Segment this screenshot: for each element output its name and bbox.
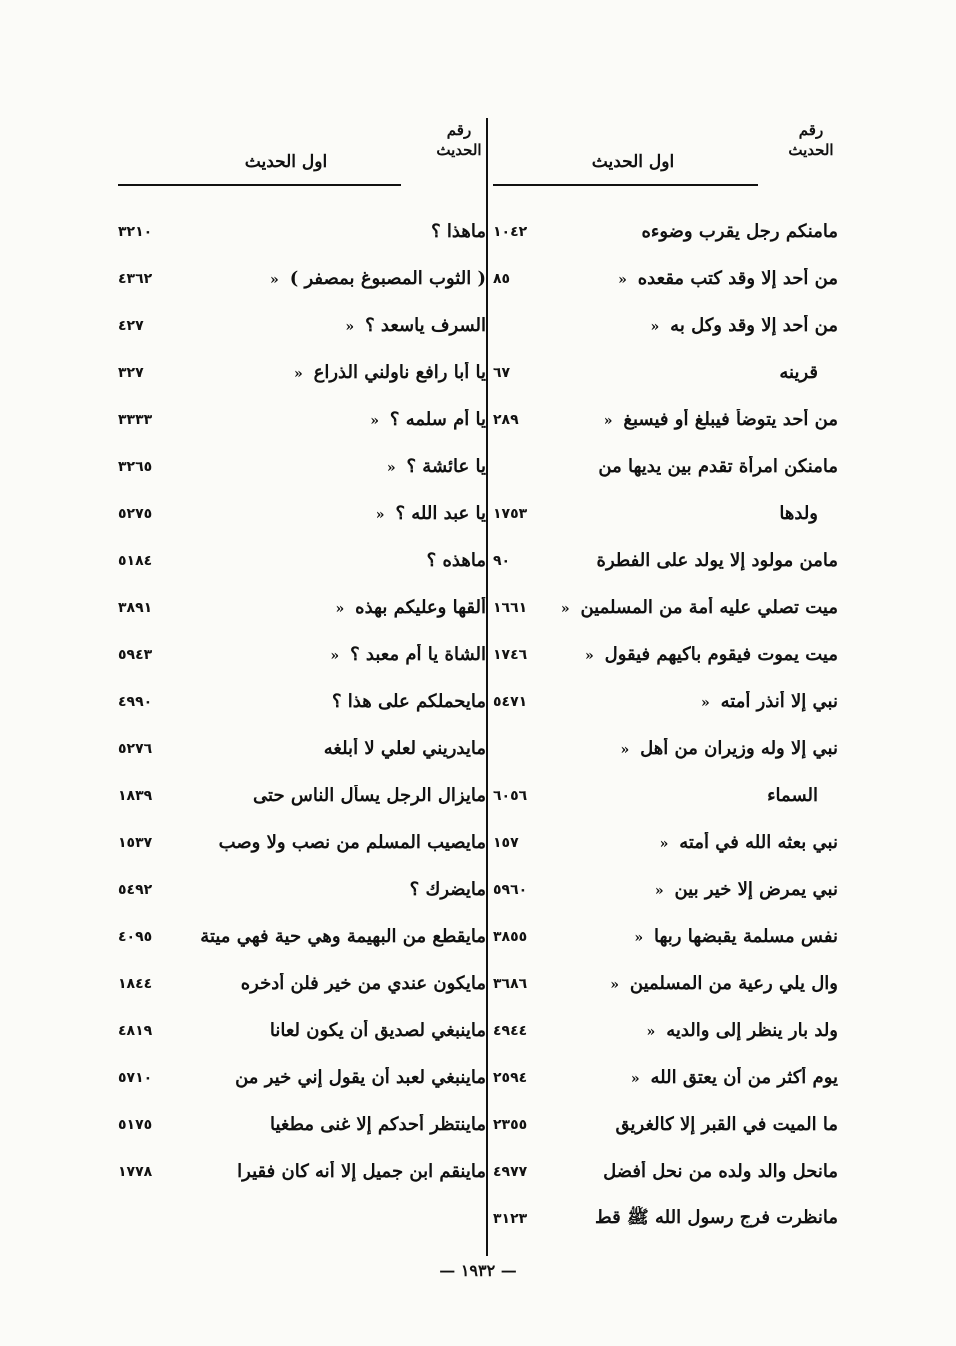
hadith-text: ماينبغي لصديق أن يكون لعانا <box>269 1020 486 1041</box>
hadith-number: ١٧٤٦ <box>493 646 528 663</box>
ditto-mark: « <box>370 413 379 429</box>
hadith-opening <box>553 1067 838 1088</box>
hadith-text: ماينتظر أحدكم إلا غنى مطغيا <box>269 1114 486 1135</box>
hadith-text: من أحد إلا وقد كتب مقعده <box>637 268 838 289</box>
index-row <box>118 1148 486 1195</box>
hadith-number: ٤٩٧٧ <box>493 1163 528 1180</box>
header-rule <box>118 184 401 186</box>
index-row <box>118 255 486 302</box>
index-row <box>118 631 486 678</box>
hadith-opening <box>553 597 838 618</box>
hadith-opening <box>178 409 486 430</box>
ditto-mark: « <box>375 507 385 523</box>
hadith-text: ميت يموت فيقوم باكيهم فيقول <box>604 644 838 665</box>
number-heading-line1: رقم <box>798 121 824 139</box>
hadith-opening <box>178 879 486 900</box>
hadith-number: ٢٨٩ <box>493 411 519 428</box>
hadith-text: ميت تصلي عليه أمة من المسلمين <box>580 597 838 618</box>
hadith-text: مانظرت فرج رسول الله ﷺ قط <box>595 1206 838 1228</box>
hadith-number: ١٧٧٨ <box>118 1163 153 1180</box>
hadith-number: ٦٠٥٦ <box>493 787 528 804</box>
hadith-opening <box>553 691 838 712</box>
hadith-opening <box>553 409 838 430</box>
hadith-text: ولدها <box>779 503 818 524</box>
hadith-opening <box>553 785 838 806</box>
hadith-opening <box>178 1161 486 1182</box>
index-row <box>493 1054 838 1101</box>
hadith-number: ٣١٢٣ <box>493 1210 528 1227</box>
hadith-number: ٥٢٧٦ <box>118 740 153 757</box>
hadith-opening <box>553 1206 838 1232</box>
hadith-number: ١٨٤٤ <box>118 975 153 992</box>
hadith-number: ١٧٥٣ <box>493 505 528 522</box>
index-row <box>493 960 838 1007</box>
hadith-text: نبي إلا أنذر أمته <box>720 691 838 712</box>
ditto-mark: « <box>345 319 355 335</box>
hadith-opening <box>553 1020 838 1041</box>
hadith-number: ٤٣٦٢ <box>118 270 153 287</box>
index-row <box>493 678 838 725</box>
ditto-mark: « <box>270 272 279 288</box>
index-row <box>118 819 486 866</box>
index-row <box>118 396 486 443</box>
left-rows <box>118 208 486 1195</box>
hadith-number: ٣٣٣٣ <box>118 411 153 428</box>
index-row <box>493 631 838 678</box>
ditto-mark: « <box>330 648 340 664</box>
hadith-opening <box>178 1020 486 1041</box>
hadith-opening <box>178 973 486 994</box>
hadith-number: ٢٥٩٤ <box>493 1069 528 1086</box>
hadith-number: ٣٢١٠ <box>118 223 153 240</box>
hadith-number: ٦٧ <box>493 364 511 381</box>
index-row <box>493 819 838 866</box>
hadith-opening <box>178 362 486 383</box>
index-row <box>118 584 486 631</box>
hadith-text: الشاة يا أم معبد ؟ <box>350 644 486 665</box>
index-row <box>493 1195 838 1242</box>
index-row <box>118 443 486 490</box>
hadith-text: يا عائشة ؟ <box>406 456 486 477</box>
hadith-number: ٨٥ <box>493 270 511 287</box>
hadith-opening <box>178 738 486 759</box>
hadith-opening <box>178 926 486 947</box>
hadith-text: نبي بعثه الله في أمته <box>679 832 838 853</box>
number-heading <box>784 120 838 160</box>
hadith-opening <box>553 268 838 289</box>
hadith-text: ماهذه ؟ <box>426 550 486 571</box>
hadith-opening <box>553 456 838 477</box>
index-row <box>493 490 838 537</box>
index-row <box>118 1007 486 1054</box>
hadith-opening <box>178 268 486 289</box>
number-heading-line2: الحديث <box>436 141 482 159</box>
hadith-opening <box>553 221 838 242</box>
hadith-opening <box>553 926 838 947</box>
ditto-mark: « <box>659 836 669 852</box>
hadith-number: ١٥٧ <box>493 834 519 851</box>
left-column <box>118 118 486 1256</box>
index-row <box>118 678 486 725</box>
ditto-mark: « <box>630 1071 640 1087</box>
hadith-text: مامن مولود إلا يولد على الفطرة <box>596 550 838 571</box>
hadith-text: مامنكم رجل يقرب وضوءه <box>641 221 838 242</box>
index-row <box>118 1101 486 1148</box>
index-row <box>118 772 486 819</box>
hadith-number: ٣٨٩١ <box>118 599 153 616</box>
hadith-number: ٥٧١٠ <box>118 1069 153 1086</box>
hadith-text: من أحد إلا وقد وكل به <box>670 315 838 336</box>
hadith-number: ٣٦٨٦ <box>493 975 528 992</box>
hadith-text: مانحل والد ولده من نحل أفضل <box>603 1161 838 1182</box>
hadith-opening <box>553 362 838 383</box>
hadith-number: ٥٩٤٣ <box>118 646 153 663</box>
index-row <box>493 349 838 396</box>
hadith-number: ٥٤٧١ <box>493 693 528 710</box>
hadith-text: ولد بار ينظر إلى والديه <box>666 1020 838 1041</box>
ditto-mark: « <box>620 742 630 758</box>
ditto-mark: « <box>654 883 664 899</box>
hadith-number: ٤٠٩٥ <box>118 928 153 945</box>
hadith-text: مايحملكم على هذا ؟ <box>331 691 486 712</box>
hadith-number: ٤٢٧ <box>118 317 144 334</box>
left-column-header <box>118 118 486 188</box>
hadith-opening <box>553 738 838 759</box>
hadith-number: ٣٨٥٥ <box>493 928 528 945</box>
index-row <box>493 208 838 255</box>
hadith-text: مايصيب المسلم من نصب ولا وصب <box>218 832 486 853</box>
hadith-text: ما الميت في القبر إلا كالغريق <box>615 1114 838 1135</box>
hadith-text: ألقها وعليكم بهذه <box>355 597 486 618</box>
index-row <box>493 396 838 443</box>
index-row <box>493 584 838 631</box>
index-row <box>118 349 486 396</box>
hadith-opening <box>553 550 838 571</box>
hadith-opening <box>553 832 838 853</box>
ditto-mark: « <box>293 366 303 382</box>
index-row <box>493 1007 838 1054</box>
hadith-opening <box>553 644 838 665</box>
hadith-number: ٣٢٦٥ <box>118 458 153 475</box>
hadith-text: مايقطع من البهيمة وهي حية فهي ميتة <box>200 926 486 947</box>
hadith-opening <box>178 550 486 571</box>
hadith-opening <box>178 597 486 618</box>
ditto-mark: « <box>335 601 345 617</box>
ditto-mark: « <box>646 1024 656 1040</box>
hadith-text: مايزال الرجل يسأل الناس حتى <box>253 785 486 806</box>
hadith-opening <box>178 832 486 853</box>
hadith-opening <box>553 879 838 900</box>
hadith-text: ( الثوب المصبوغ بمصفر ) <box>289 268 486 289</box>
hadith-opening <box>178 221 486 242</box>
hadith-number: ١٠٤٢ <box>493 223 528 240</box>
hadith-number: ٥١٧٥ <box>118 1116 153 1133</box>
index-row <box>118 1054 486 1101</box>
index-row <box>118 913 486 960</box>
index-row <box>118 490 486 537</box>
hadith-text: نبي إلا وله وزيران من أهل <box>640 738 838 759</box>
hadith-opening <box>553 1161 838 1182</box>
title-heading: اول الحديث <box>244 152 328 172</box>
hadith-text: نفس مسلمة يقبضها ربها <box>654 926 838 947</box>
hadith-text: يوم أكثر من أن يعتق الله <box>650 1067 838 1088</box>
number-heading-line1: رقم <box>446 121 472 139</box>
hadith-number: ٤٩٤٤ <box>493 1022 528 1039</box>
index-row <box>493 537 838 584</box>
index-row <box>118 960 486 1007</box>
ditto-mark: « <box>618 272 627 288</box>
ditto-mark: « <box>634 930 644 946</box>
ditto-mark: « <box>603 413 613 429</box>
hadith-opening <box>553 503 838 524</box>
index-row <box>118 537 486 584</box>
index-row <box>118 866 486 913</box>
hadith-number: ٩٠ <box>493 552 511 569</box>
hadith-text: ماينبغي لعبد أن يقول إني خير من <box>235 1067 486 1088</box>
ditto-mark: « <box>650 319 660 335</box>
hadith-number: ٥٤٩٢ <box>118 881 153 898</box>
right-column-header <box>493 118 838 188</box>
hadith-opening <box>178 1114 486 1135</box>
hadith-text: يا عبد الله ؟ <box>395 503 486 524</box>
right-column <box>493 118 838 1256</box>
index-row <box>118 302 486 349</box>
hadith-opening <box>178 644 486 665</box>
right-rows <box>493 208 838 1242</box>
index-row <box>493 1101 838 1148</box>
hadith-text: مايكون عندي من خير فلن أدخره <box>240 973 486 994</box>
hadith-number: ١٨٣٩ <box>118 787 153 804</box>
hadith-opening <box>553 315 838 336</box>
hadith-opening <box>178 456 486 477</box>
number-heading-line2: الحديث <box>788 141 834 159</box>
hadith-opening <box>178 1067 486 1088</box>
hadith-number: ٤٨١٩ <box>118 1022 153 1039</box>
ditto-mark: « <box>610 977 619 993</box>
index-row <box>493 772 838 819</box>
hadith-number: ٤٩٩٠ <box>118 693 153 710</box>
hadith-opening <box>178 785 486 806</box>
hadith-text: من أحد يتوضأ فيبلغ أو فيسبغ <box>623 409 838 430</box>
title-heading: اول الحديث <box>591 152 675 172</box>
ditto-mark: « <box>560 601 570 617</box>
hadith-text: السماء <box>767 785 818 806</box>
hadith-text: نبي يمرض إلا خير بين <box>674 879 838 900</box>
hadith-number: ١٦٦١ <box>493 599 528 616</box>
index-row <box>493 443 838 490</box>
hadith-text: ماهذا ؟ <box>431 221 486 242</box>
hadith-text: قرينه <box>779 362 818 383</box>
hadith-opening <box>553 973 838 994</box>
page-number: — ١٩٣٢ — <box>439 1261 517 1280</box>
column-divider <box>486 118 488 1256</box>
hadith-text: ماينقم ابن جميل إلا أنه كان فقيرا <box>237 1161 486 1182</box>
hadith-text: وال يلي رعية من المسلمين <box>629 973 838 994</box>
hadith-opening <box>178 503 486 524</box>
hadith-text: مايضرك ؟ <box>409 879 486 900</box>
index-row <box>493 1148 838 1195</box>
header-rule <box>493 184 758 186</box>
number-heading <box>432 120 486 160</box>
hadith-number: ٢٣٥٥ <box>493 1116 528 1133</box>
hadith-number: ٥٢٧٥ <box>118 505 153 522</box>
hadith-opening <box>553 1114 838 1135</box>
hadith-number: ٥١٨٤ <box>118 552 153 569</box>
hadith-opening <box>178 691 486 712</box>
index-row <box>493 913 838 960</box>
index-row <box>118 208 486 255</box>
hadith-text: مامنكن امرأة تقدم بين يديها من <box>598 456 838 477</box>
ditto-mark: « <box>386 460 396 476</box>
index-row <box>493 866 838 913</box>
index-row <box>118 725 486 772</box>
hadith-text: يا أم سلمه ؟ <box>389 409 486 430</box>
index-row <box>493 255 838 302</box>
hadith-number: ٥٩٦٠ <box>493 881 528 898</box>
index-page <box>118 118 838 1298</box>
hadith-text: يا أبا رافع ناولني الذراع <box>313 362 486 383</box>
hadith-text: مايدريني لعلي لا أبلغه <box>323 738 486 759</box>
ditto-mark: « <box>700 695 710 711</box>
hadith-opening <box>178 315 486 336</box>
ditto-mark: « <box>584 648 594 664</box>
hadith-number: ١٥٣٧ <box>118 834 153 851</box>
hadith-number: ٣٢٧ <box>118 364 144 381</box>
index-row <box>493 302 838 349</box>
index-row <box>493 725 838 772</box>
hadith-text: السرف ياسعد ؟ <box>365 315 486 336</box>
